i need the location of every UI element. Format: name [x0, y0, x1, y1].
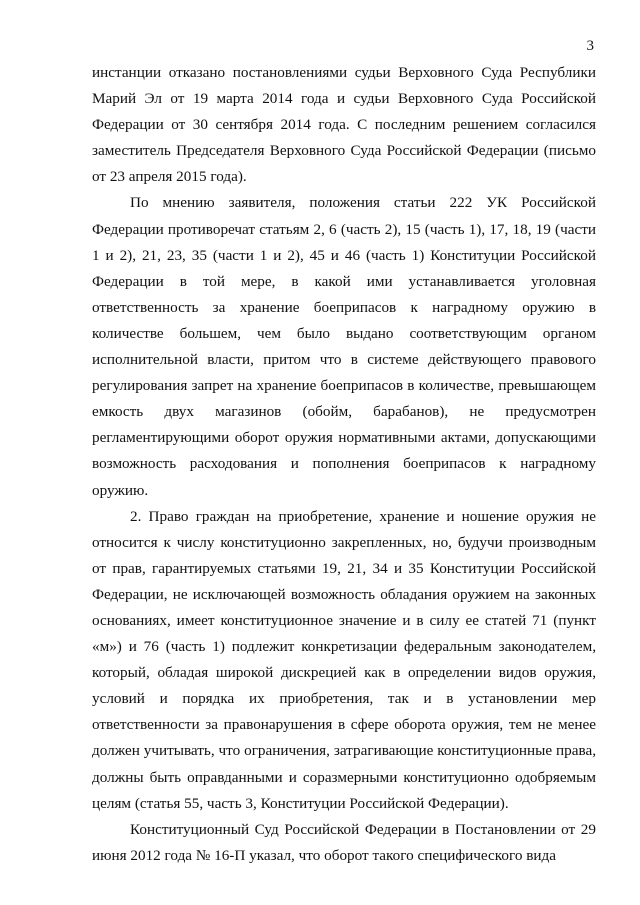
paragraph-continuation: инстанции отказано постановлениями судьи Верховного Суда Республики Марий Эл от 19 марта 2014 года и судьи Верховного Суда Российской Федерации от 30 сентября 2014 года. С последним решением согласился заместитель Председателя Верховного Суда Российской Федерации (письмо от 23 апреля 2015 года). [92, 64, 596, 186]
paragraph-right-to-weapons: 2. Право граждан на приобретение, хранение и ношение оружия не относится к числу конституционно закрепленных, но, будучи производным от прав, гарантируемых статьями 19, 21, 34 и 35 Конституции Российской Федерации, не исключающей возможность обладания оружием на законных основаниях, имеет конституционное значение и в силу ее статей 71 (пункт «м») и 76 (часть 1) подлежит конкретизации федеральным законодателем, который, обладая широкой дискрецией как в определении видов оружия, условий и порядка их приобретения, так и в установлении мер ответственности за правонарушения в сфере оборота оружия, тем не менее должен учитывать, что ограничения, затрагивающие конституционные права, должны быть оправданными и соразмерными конституционно одобряемым целям (статья 55, часть 3, Конституции Российской Федерации). [92, 507, 596, 812]
paragraph-applicant-position: По мнению заявителя, положения статьи 222 УК Российской Федерации противоречат статьям 2, 6 (часть 2), 15 (часть 1), 17, 18, 19 (части 1 и 2), 21, 23, 35 (части 1 и 2), 45 и 46 (часть 1) Конституции Российской Федерации в той мере, в какой ими устанавливается уголовная ответственность за хранение боеприпасов к наградному оружию в количестве большем, чем было выдано соответствующим органом исполнительной власти, притом что в системе действующего правового регулирования запрет на хранение боеприпасов в количестве, превышающем емкость двух магазинов (обойм, барабанов), не предусмотрен регламентирующими оборот оружия нормативными актами, допускающими возможность расходования и пополнения боеприпасов к наградному оружию. [92, 194, 596, 499]
document-body [92, 60, 596, 869]
paragraph-court-ruling: Конституционный Суд Российской Федерации в Постановлении от 29 июня 2012 года № 16-П указал, что оборот такого специфического вида [92, 820, 596, 864]
page-number: 3 [586, 38, 594, 54]
